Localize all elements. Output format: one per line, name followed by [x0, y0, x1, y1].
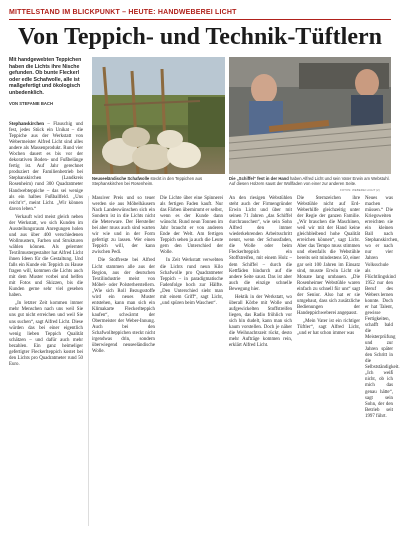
article-byline: VON STEFANIE BACH [9, 100, 53, 106]
article-headline: Von Teppich- und Technik-Tüftlern [18, 24, 382, 50]
caption-right-bold: Die „Schiffel“ fest in der Hand [229, 176, 289, 181]
header-rule [9, 19, 391, 20]
column-1-paragraph-2: Verkauft wird meist gleich neben der Werkstatt, wo sich Kunden im Ausstellungsraum Anregungen holen und aus über 400 verschiedenen Wollmustern, Farben und Strukturen wählen können. Als gelernter Textilmustergestalter hat Alfred Licht ihnen Ideen für die Gestaltung. Und falls ein Kunde ein Teppich zu Hause fragen will, kommen die Lichts auch mit dem Muster vorbei und helfen mit Fotos und Skizzen, bis die Kunden gerne sehr viel gesehen haben. [9, 214, 83, 299]
column-3-paragraph-1: Die Lichte über eine Spinnerei als fertigen Faden kauft. Nur das Färben übernimmt er selbst, wenn es der Kunde dann wünscht. Rund neun Tonnen im Jahr braucht er von anderen Ende der Welt. Am fertigen Teppich sehen ja auch die Leute gern den Unterschied der Wolle. [160, 196, 223, 256]
kicker-separator: – [120, 9, 129, 16]
article-column-5 [297, 196, 360, 532]
weavers-loom-illustration [229, 57, 391, 174]
kicker-topic: HEUTE: HANDWEBEREI LICHT [128, 9, 237, 16]
caption-left-bold: Neuseeländische Schafwolle [92, 176, 150, 181]
caption-left-text: steckt in den Teppichen aus Stephanskirchen bei Rosenheim. [92, 176, 203, 187]
column-3-paragraph-2: In Zeit Werkstatt verwebten die Lichts rund neun Kilo Schafwolle pro Quadratmeter Teppich – in paradigmatische Fadenfolge hoch zur Hälfte. „Den Unterschied sieht man mit einem Griff“, sagt Licht, „und spüren beim Waschen“. [160, 258, 223, 306]
caption-right-text: haben Alfred Licht und sein Vater Erwin am Webstuhl. Auf diesen Holzern saust der Wollfaden von einer zur anderen Seite. [229, 176, 390, 187]
column-1-paragraph-3: „In letzter Zeit kommen immer mehr Menschen nach uns weil Sie uns gut nicht erreichen und weil Sie uns suchen“, sagt Alfred Licht. Diese würden das bei einer eigentlich wenig lieben Teppich Qualität schätzen – und dafür auch mehr bezahlen. Ein ganz heimeliger gefertigter Fleckerlteppich kostet bei den Lichts pro Quadratmeter rund 50 Euro. [9, 301, 83, 367]
photo-caption-left [92, 176, 225, 186]
article-column-6 [365, 196, 400, 532]
article-column-3 [160, 196, 223, 532]
column-divider [88, 196, 89, 526]
dateline: Stephanskirchen [9, 122, 44, 127]
column-4-paragraph-1: An den riesigen Webstühlen steht auch der Firmengründer Erwin Licht und über mit seinen 71 Jahren „das Schiffel durchrauschen“, wie sein Sohn Alfred den immer wiederkehrenden Arbeitsschritt nennt, wenn der Schussfaden, die Wolle oder beim Fleckerlteppich ein Stoffstreifen, mit einem Holz – dem Schiffel – durch die Kettfäden hindurch auf die andere Seite saust. Das ist aber auch die einzige schnelle Bewegung hier. [229, 196, 292, 292]
article-lead: Mit handgewebten Teppichen haben die Lichts ihre Nische gefunden. Ob bunte Fleckerl oder edle Schafwolle, alle ist maßgefertigt und ökologisch unbedenklich. [9, 57, 82, 96]
column-5-paragraph-1: Die Sternzeichen ihre Webstühle nicht auf Erd-Weberhilfe gleichzeitig unter der Regie der ganzen Familie. „Wir brauchen die Maschinen, weil wir mit der Hand keine gleichbleibend hohe Qualität erreichen können“, sagt Licht. Aber das Tempo muss stimmen und ebenfalls die Webstühle bereits seit mindestens 50, einer gar seit 100 Jahren im Einsatz sind, musste Erwin Licht sie Monate lang umbauen. „Die Rosenheimer Webstühle waren einfach zu schnell für uns“ sagt der Senior. Also hat er sie umgebaut, dass sich zusätzliche Bedienungen der Handeppichweberei angepasst. [297, 196, 360, 316]
column-2-paragraph-2: Die Stoffreste bei Alfred Licht stammen alle aus der Region, aus der deutschen Textilindustrie meist von Möbel- oder Polsterherstellern. „Wie sich Roll Bezugsstoffe wird ein neues Muster entstehen, kann man sich ein Klimakarte Fleckerlteppich kaufen“, schwärmt der Obermeister der Weber-Innung. Auch bei den Schafwollteppichen steckt nicht irgendwas drin, sondern überwiegend neuseeländische Wolle. [92, 258, 155, 355]
lead-box [9, 57, 87, 106]
column-1-paragraph-1: – Flauschig und fest, jedes Stück ein Unikat – die Teppiche aus der Werkstatt von Webermeister Alfred Licht sind alles andere als Massenprodukt. Rund vier Wochen dauert es bis vor der dekorativen Boden- und Fußbelänge fertig ist. Auf Jahr gerechnet produziert der Familienbetrieb bei Stephanskirchen (Landkreis Rosenheim) rund 300 Quadratmeter Handwebteppiche – das sei wenige als ein halbes Fußballfeld. „Uns reicht’s“, meint Licht. „Wir können davon leben.“ [9, 122, 83, 212]
column-5-paragraph-2: „Mein Vater ist ein richtiger Tüftler“, sagt Alfred Licht, „und er hat schon immer was [297, 318, 360, 337]
article-column-2 [92, 196, 155, 532]
article-column-1 [9, 122, 83, 532]
wool-yarn-illustration [92, 57, 225, 174]
photo-weavers-loom [229, 57, 391, 174]
photo-caption-right [229, 176, 391, 186]
photo-wool-yarn [92, 57, 225, 174]
section-kicker [9, 9, 237, 16]
kicker-prefix: MITTELSTAND IM BLICKPUNKT [9, 9, 121, 16]
photo-credit: FOTOS: WEBEREI LICHT (2) [340, 188, 380, 192]
column-6-paragraph-1: Neues was machen müssen.“ Die Kriegsweiten erreichten sie ein kleinen Ball nach Stephanskirchen, wo er nach nur vier Jahren Volksschule als Flüchtlingskind 1952 nur den Beruf des Webers lernen konnte. Doch er hat Talent, gewisse Fertigkeiten, schafft bald die Meisterprüfung und zur Jahren später den Schritt in die Selbstständigkeit. „Ich weiß nicht, ob ich mich das genau hätte“, sagt sein Sohn, der den Betrieb seit 1997 führt. [365, 196, 400, 419]
column-4-paragraph-2: Hektik in der Werkstatt, wo überall Körbe mit Wolle und aufgewickelten Stoffstreifen liegen, das Radio fröhlich vor sich hin dudelt, kann man sich kaum vorstellen. Doch je näher die Weihnachtszeit rückt, desto mehr Aufträge kommen rein, erklärt Alfred Licht. [229, 294, 292, 349]
column-2-paragraph-1: Massiver Preis und so teuer werden sie aus Möbelhäusern Nach Landeswünschen sich ein Sondern ist in die Lichts nicht die Meterware. Der Hersteller bei aber muss auch sind warten wir wie und in der Form gefertigt zu lassen. Wer einen Teppich will, der kann zwischen Pedi. [92, 196, 155, 256]
article-column-4 [229, 196, 292, 532]
